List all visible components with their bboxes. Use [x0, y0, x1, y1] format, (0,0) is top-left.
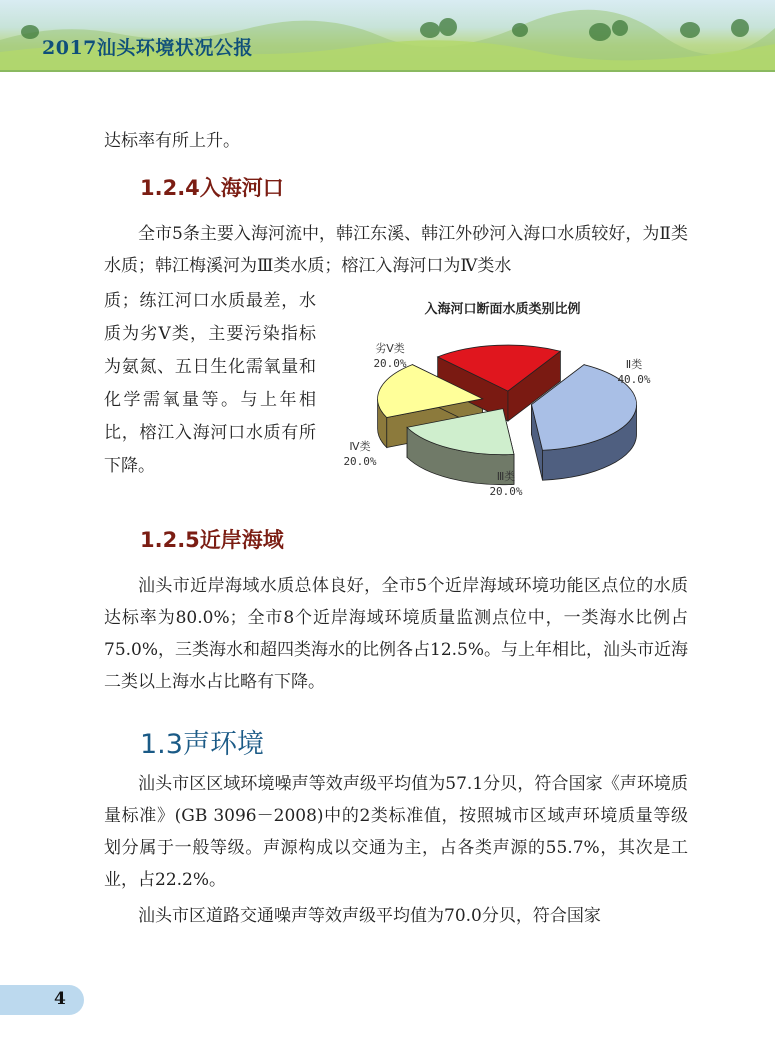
paragraph-estuary-detail: 质；练江河口水质最差，水质为劣Ⅴ类，主要污染指标为氨氮、五日生化需氧量和化学需氧量等。与上年相比，榕江入海河口水质有所下降。 [104, 291, 316, 476]
pie-value-grade-2: 40.0% [617, 373, 651, 386]
pie-value-grade-3: 20.0% [489, 485, 523, 498]
paragraph-continuation: 达标率有所上升。 [104, 131, 240, 151]
paragraph-regional-noise: 汕头市区区域环境噪声等效声级平均值为57.1分贝，符合国家《声环境质量标准》(GB 3096－2008)中的2类标准值，按照城市区域声环境质量等级划分属于一般等级。声源构成以交通为主，占各类声源的55.7%，其次是工业，占22.2%。 [104, 774, 688, 890]
page-number: 4 [54, 989, 66, 1009]
paragraph-coastal-waters: 汕头市近岸海域水质总体良好，全市5个近岸海域环境功能区点位的水质达标率为80.0%；全市8个近岸海域环境质量监测点位中，一类海水比例占75.0%，三类海水和超四类海水的比例各占12.5%。与上年相比，汕头市近海二类以上海水占比略有下降。 [104, 576, 689, 692]
pie-value-grade-4: 20.0% [343, 455, 377, 468]
estuary-water-quality-pie-chart [330, 290, 675, 510]
publication-title: 2017汕头环境状况公报 [42, 37, 253, 59]
header-banner [0, 0, 775, 72]
section-heading-1-2-4: 1.2.4入海河口 [140, 176, 284, 200]
pie-label-grade-4: Ⅳ类 [349, 440, 371, 453]
section-heading-1-3: 1.3声环境 [140, 729, 264, 760]
pie-label-grade-2: Ⅱ类 [625, 358, 643, 371]
page-number-tab [0, 985, 84, 1015]
pie-chart-canvas [330, 290, 675, 510]
chart-title: 入海河口断面水质类别比例 [424, 302, 581, 317]
section-heading-1-2-5: 1.2.5近岸海域 [140, 528, 284, 552]
paragraph-traffic-noise: 汕头市区道路交通噪声等效声级平均值为70.0分贝，符合国家 [138, 906, 601, 926]
pie-value-grade-5-inferior: 20.0% [373, 357, 407, 370]
pie-label-grade-5-inferior: 劣Ⅴ类 [375, 342, 405, 355]
pie-label-grade-3: Ⅲ类 [496, 470, 516, 483]
paragraph-estuary-intro: 全市5条主要入海河流中，韩江东溪、韩江外砂河入海口水质较好，为Ⅱ类水质；韩江梅溪河为Ⅲ类水质；榕江入海河口为Ⅳ类水 [104, 224, 688, 276]
